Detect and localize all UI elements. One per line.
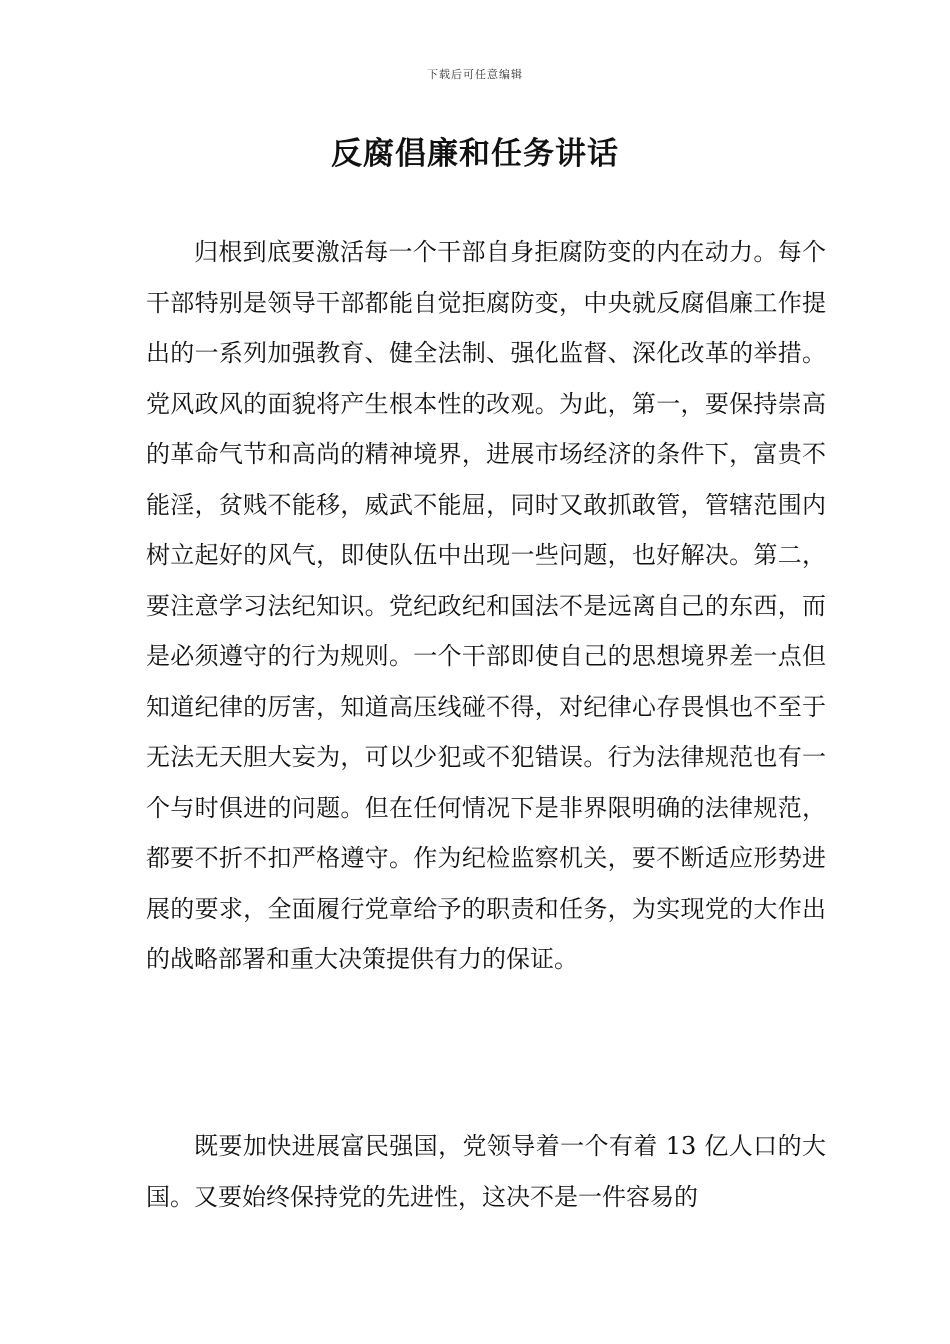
document-title: 反腐倡廉和任务讲话 bbox=[331, 136, 619, 172]
body-paragraph-1 bbox=[146, 227, 826, 985]
paragraph-text: 归根到底要激活每一个干部自身拒腐防变的内在动力。每个干部特别是领导干部都能自觉拒腐防变，中央就反腐倡廉工作提出的一系列加强教育、健全法制、强化监督、深化改革的举措。党风政风的面貌将产生根本性的改观。为此，第一，要保持崇高的革命气节和高尚的精神境界，进展市场经济的条件下，富贵不能淫，贫贱不能移，威武不能屈，同时又敢抓敢管，管辖范围内树立起好的风气，即使队伍中出现一些问题，也好解决。第二，要注意学习法纪知识。党纪政纪和国法不是远离自己的东西，而是必须遵守的行为规则。一个干部即使自己的思想境界差一点但知道纪律的厉害，知道高压线碰不得，对纪律心存畏惧也不至于无法无天胆大妄为，可以少犯或不犯错误。行为法律规范也有一个与时俱进的问题。但在任何情况下是非界限明确的法律规范，都要不折不扣严格遵守。作为纪检监察机关，要不断适应形势进展的要求，全面履行党章给予的职责和任务，为实现党的大作出的战略部署和重大决策提供有力的保证。 bbox=[146, 238, 826, 973]
paragraph-text: 既要加快进展富民强国，党领导着一个有着 13 亿人口的大国。又要始终保持党的先进性，这决不是一件容易的 bbox=[146, 1132, 826, 1211]
header-note: 下载后可任意编辑 bbox=[427, 68, 523, 81]
body-paragraph-2 bbox=[146, 1121, 826, 1222]
